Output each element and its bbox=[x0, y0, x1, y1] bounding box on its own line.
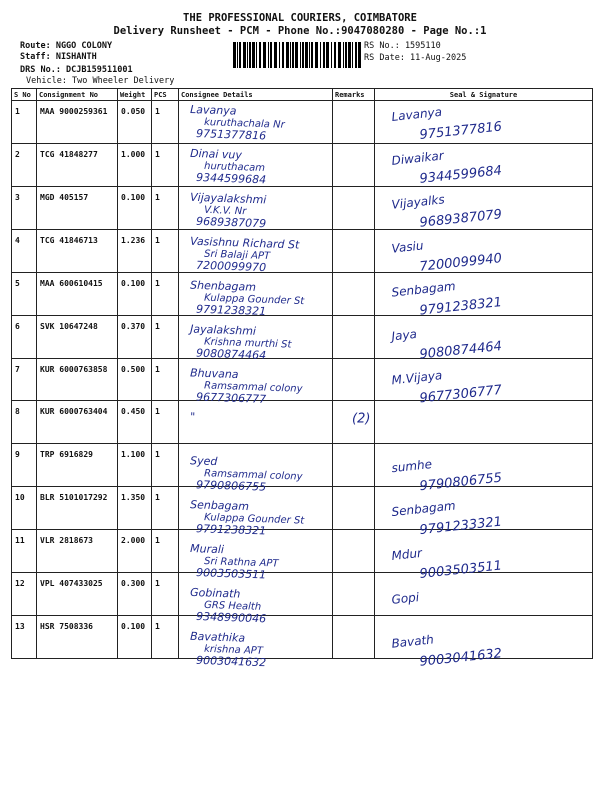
handwritten-signature-phone: 7200099940 bbox=[418, 251, 503, 275]
runsheet-subtitle: Delivery Runsheet - PCM - Phone No.:9047080280 - Page No.:1 bbox=[113, 25, 487, 37]
barcode-bar bbox=[305, 42, 308, 68]
cell-signature bbox=[375, 401, 593, 444]
cell-remarks bbox=[333, 229, 375, 272]
cell-remarks bbox=[333, 573, 375, 616]
handwritten-consignee-phone: 9003041632 bbox=[195, 653, 267, 670]
handwritten-consignee-phone: 9677306777 bbox=[195, 390, 267, 406]
handwritten-consignee-address: Krishna murthi St bbox=[203, 336, 292, 351]
handwritten-consignee-address: GRS Health bbox=[203, 599, 262, 613]
cell-consignment-no: HSR 7508336 bbox=[37, 616, 118, 659]
cell-consignment-no: MGD 405157 bbox=[37, 186, 118, 229]
handwritten-signature-phone: 9791233321 bbox=[418, 514, 503, 539]
handwritten-consignee-name: Syed bbox=[189, 454, 218, 469]
barcode-bar bbox=[295, 42, 298, 68]
cell-weight: 0.100 bbox=[118, 272, 152, 315]
handwritten-consignee-name: Lavanya bbox=[189, 103, 237, 118]
handwritten-signature: Vasiu bbox=[390, 238, 425, 256]
cell-sno: 12 bbox=[12, 573, 37, 616]
handwritten-consignee-name: Vasishnu Richard St bbox=[189, 234, 300, 252]
cell-remarks bbox=[333, 186, 375, 229]
cell-consignee-details bbox=[179, 616, 333, 659]
handwritten-signature: Lavanya bbox=[390, 104, 443, 124]
cell-consignee-details bbox=[179, 272, 333, 315]
rs-date: RS Date: 11-Aug-2025 bbox=[364, 53, 467, 63]
cell-weight: 0.100 bbox=[118, 616, 152, 659]
handwritten-signature: sumhe bbox=[390, 457, 433, 476]
cell-signature bbox=[375, 101, 593, 144]
col-weight-header: Weight bbox=[118, 89, 152, 101]
barcode-bar bbox=[274, 42, 277, 68]
cell-signature bbox=[375, 315, 593, 358]
barcode-bar bbox=[279, 42, 280, 68]
cell-weight: 1.100 bbox=[118, 444, 152, 487]
handwritten-consignee-address: krishna APT bbox=[203, 643, 264, 657]
barcode-bar bbox=[233, 42, 236, 68]
cell-consignee-details bbox=[179, 358, 333, 401]
cell-consignment-no: MAA 600610415 bbox=[37, 272, 118, 315]
handwritten-signature: Senbagam bbox=[390, 278, 457, 300]
cell-consignee-details bbox=[179, 444, 333, 487]
cell-signature bbox=[375, 186, 593, 229]
cell-sno: 11 bbox=[12, 530, 37, 573]
handwritten-consignee-phone: 9751377816 bbox=[195, 127, 267, 143]
handwritten-consignee-name: " bbox=[189, 410, 196, 424]
barcode-bar bbox=[268, 42, 269, 68]
company-title: THE PROFESSIONAL COURIERS, COIMBATORE bbox=[183, 12, 417, 24]
handwritten-signature: Mdur bbox=[390, 545, 423, 563]
cell-pcs: 1 bbox=[152, 616, 179, 659]
table-header-row bbox=[12, 89, 593, 101]
cell-consignment-no: TCG 41846713 bbox=[37, 229, 118, 272]
cell-sno: 1 bbox=[12, 101, 37, 144]
cell-consignment-no: KUR 6000763858 bbox=[37, 358, 118, 401]
barcode-bar bbox=[300, 42, 301, 68]
handwritten-signature: Vijayalks bbox=[390, 192, 446, 212]
handwritten-signature: Senbagam bbox=[390, 498, 457, 520]
barcode bbox=[233, 42, 361, 68]
handwritten-consignee-name: Bavathika bbox=[189, 629, 246, 645]
runsheet-table bbox=[11, 88, 593, 659]
cell-weight: 0.300 bbox=[118, 573, 152, 616]
cell-pcs: 1 bbox=[152, 101, 179, 144]
cell-signature bbox=[375, 229, 593, 272]
handwritten-consignee-address: V.K.V. Nr bbox=[203, 204, 247, 218]
cell-weight: 0.370 bbox=[118, 315, 152, 358]
handwritten-consignee-phone: 9791238321 bbox=[195, 302, 267, 319]
handwritten-consignee-name: Jayalakshmi bbox=[189, 322, 257, 338]
cell-pcs: 1 bbox=[152, 444, 179, 487]
cell-consignment-no: KUR 6000763404 bbox=[37, 401, 118, 444]
handwritten-consignee-phone: 7200099970 bbox=[195, 258, 267, 275]
cell-remarks bbox=[333, 444, 375, 487]
handwritten-consignee-phone: 9344599684 bbox=[195, 170, 267, 187]
cell-consignee-details bbox=[179, 573, 333, 616]
table-row bbox=[12, 229, 593, 272]
barcode-bar bbox=[292, 42, 294, 68]
barcode-bar bbox=[270, 42, 272, 68]
barcode-bar bbox=[252, 42, 255, 68]
handwritten-consignee-phone: 9689387079 bbox=[195, 214, 267, 231]
handwritten-signature-phone: 9677306777 bbox=[418, 382, 503, 407]
barcode-bar bbox=[338, 42, 341, 68]
barcode-bar bbox=[237, 42, 238, 68]
cell-remarks bbox=[333, 401, 375, 444]
handwritten-signature-phone: 9003041632 bbox=[418, 646, 503, 670]
handwritten-signature-phone: 9791238321 bbox=[418, 295, 503, 319]
cell-consignment-no: VPL 407433025 bbox=[37, 573, 118, 616]
cell-consignment-no: TCG 41848277 bbox=[37, 143, 118, 186]
table-row bbox=[12, 272, 593, 315]
cell-consignee-details bbox=[179, 186, 333, 229]
cell-consignee-details bbox=[179, 487, 333, 530]
barcode-bar bbox=[343, 42, 344, 68]
cell-consignment-no: TRP 6916829 bbox=[37, 444, 118, 487]
handwritten-signature: Jaya bbox=[390, 326, 418, 344]
cell-signature bbox=[375, 143, 593, 186]
handwritten-signature: Gopi bbox=[390, 590, 420, 607]
cell-remarks bbox=[333, 530, 375, 573]
barcode-bar bbox=[259, 42, 261, 68]
cell-pcs: 1 bbox=[152, 186, 179, 229]
handwritten-consignee-address: Ramsammal colony bbox=[203, 380, 303, 395]
barcode-bar bbox=[286, 42, 289, 68]
table-row bbox=[12, 487, 593, 530]
table-row bbox=[12, 444, 593, 487]
handwritten-consignee-name: Gobinath bbox=[189, 585, 241, 601]
cell-sno: 10 bbox=[12, 487, 37, 530]
handwritten-consignee-address: kuruthachala Nr bbox=[203, 117, 285, 131]
barcode-bar bbox=[331, 42, 332, 68]
barcode-bar bbox=[302, 42, 304, 68]
drs-number: DRS No.: DCJB159511001 bbox=[20, 65, 133, 75]
cell-weight: 2.000 bbox=[118, 530, 152, 573]
cell-signature bbox=[375, 358, 593, 401]
handwritten-signature-phone: 9689387079 bbox=[418, 207, 503, 231]
handwritten-consignee-name: Dinai vuy bbox=[189, 146, 243, 162]
table-row bbox=[12, 616, 593, 659]
cell-weight: 0.450 bbox=[118, 401, 152, 444]
barcode-bar bbox=[320, 42, 321, 68]
barcode-bar bbox=[243, 42, 246, 68]
table-row bbox=[12, 530, 593, 573]
barcode-bar bbox=[282, 42, 284, 68]
handwritten-consignee-name: Murali bbox=[189, 542, 225, 557]
barcode-bar bbox=[334, 42, 336, 68]
cell-consignment-no: MAA 9000259361 bbox=[37, 101, 118, 144]
barcode-bar bbox=[247, 42, 248, 68]
cell-signature bbox=[375, 573, 593, 616]
barcode-bar bbox=[311, 42, 313, 68]
cell-remarks bbox=[333, 315, 375, 358]
rs-number: RS No.: 1595110 bbox=[364, 41, 441, 51]
handwritten-signature-phone: 9003503511 bbox=[418, 558, 503, 582]
barcode-bar bbox=[249, 42, 251, 68]
handwritten-consignee-address: huruthacam bbox=[203, 160, 266, 175]
col-sno-header: S No bbox=[12, 89, 37, 101]
cell-remarks bbox=[333, 616, 375, 659]
barcode-bar bbox=[352, 42, 353, 68]
handwritten-signature-phone: 9344599684 bbox=[418, 163, 503, 187]
cell-pcs: 1 bbox=[152, 358, 179, 401]
cell-consignee-details bbox=[179, 315, 333, 358]
barcode-bar bbox=[239, 42, 241, 68]
staff-label: Staff: NISHANTH bbox=[20, 52, 97, 62]
table-row bbox=[12, 143, 593, 186]
cell-consignee-details bbox=[179, 401, 333, 444]
cell-remarks bbox=[333, 272, 375, 315]
cell-consignee-details bbox=[179, 101, 333, 144]
col-consignment-header: Consignment No bbox=[37, 89, 118, 101]
col-signature-header: Seal & Signature bbox=[375, 89, 593, 101]
cell-sno: 5 bbox=[12, 272, 37, 315]
col-pcs-header: PCS bbox=[152, 89, 179, 101]
cell-signature bbox=[375, 487, 593, 530]
handwritten-signature: Bavath bbox=[390, 632, 435, 651]
cell-pcs: 1 bbox=[152, 143, 179, 186]
barcode-bar bbox=[323, 42, 325, 68]
table-row bbox=[12, 573, 593, 616]
cell-weight: 1.000 bbox=[118, 143, 152, 186]
handwritten-consignee-name: Senbagam bbox=[189, 498, 250, 514]
handwritten-consignee-address: Kulappa Gounder St bbox=[203, 292, 305, 308]
handwritten-consignee-phone: 9790806755 bbox=[195, 478, 267, 494]
handwritten-consignee-name: Shenbagam bbox=[189, 278, 257, 294]
cell-signature bbox=[375, 444, 593, 487]
barcode-bar bbox=[256, 42, 257, 68]
table-row bbox=[12, 315, 593, 358]
col-consignee-header: Consignee Details bbox=[179, 89, 333, 101]
cell-consignment-no: VLR 2818673 bbox=[37, 530, 118, 573]
cell-remarks bbox=[333, 143, 375, 186]
handwritten-consignee-phone: 9791238321 bbox=[195, 522, 267, 538]
barcode-bar bbox=[348, 42, 351, 68]
table-row bbox=[12, 101, 593, 144]
handwritten-consignee-name: Vijayalakshmi bbox=[189, 190, 267, 207]
handwritten-signature: M.Vijaya bbox=[390, 368, 443, 388]
cell-signature bbox=[375, 616, 593, 659]
barcode-bar bbox=[309, 42, 310, 68]
handwritten-signature-phone: 9790806755 bbox=[418, 470, 503, 495]
barcode-bar bbox=[263, 42, 266, 68]
cell-signature bbox=[375, 272, 593, 315]
cell-consignment-no: SVK 10647248 bbox=[37, 315, 118, 358]
handwritten-remark: (2) bbox=[352, 411, 371, 427]
cell-sno: 8 bbox=[12, 401, 37, 444]
cell-weight: 1.350 bbox=[118, 487, 152, 530]
cell-sno: 13 bbox=[12, 616, 37, 659]
cell-pcs: 1 bbox=[152, 229, 179, 272]
cell-remarks bbox=[333, 487, 375, 530]
handwritten-consignee-phone: 9348990046 bbox=[195, 609, 267, 626]
handwritten-signature-phone: 9751377816 bbox=[418, 119, 503, 143]
cell-consignment-no: BLR 5101017292 bbox=[37, 487, 118, 530]
handwritten-consignee-address: Ramsammal colony bbox=[203, 468, 303, 483]
cell-weight: 1.236 bbox=[118, 229, 152, 272]
vehicle-label: Vehicle: Two Wheeler Delivery bbox=[26, 76, 175, 86]
table-row bbox=[12, 401, 593, 444]
route-label: Route: NGGO COLONY bbox=[20, 41, 113, 51]
cell-sno: 7 bbox=[12, 358, 37, 401]
handwritten-consignee-phone: 9003503511 bbox=[195, 566, 267, 582]
cell-pcs: 1 bbox=[152, 487, 179, 530]
handwritten-consignee-name: Bhuvana bbox=[189, 366, 239, 382]
cell-pcs: 1 bbox=[152, 530, 179, 573]
cell-weight: 0.100 bbox=[118, 186, 152, 229]
handwritten-consignee-address: Sri Balaji APT bbox=[203, 248, 271, 263]
handwritten-consignee-address: Sri Rathna APT bbox=[203, 556, 279, 570]
cell-weight: 0.500 bbox=[118, 358, 152, 401]
cell-sno: 9 bbox=[12, 444, 37, 487]
cell-remarks bbox=[333, 358, 375, 401]
cell-sno: 6 bbox=[12, 315, 37, 358]
handwritten-consignee-address: Kulappa Gounder St bbox=[203, 512, 305, 527]
cell-pcs: 1 bbox=[152, 272, 179, 315]
cell-remarks bbox=[333, 101, 375, 144]
cell-signature bbox=[375, 530, 593, 573]
table-row bbox=[12, 186, 593, 229]
table-row bbox=[12, 358, 593, 401]
handwritten-signature: Diwaikar bbox=[390, 148, 445, 168]
cell-pcs: 1 bbox=[152, 315, 179, 358]
cell-weight: 0.050 bbox=[118, 101, 152, 144]
cell-sno: 4 bbox=[12, 229, 37, 272]
cell-consignee-details bbox=[179, 143, 333, 186]
barcode-bar bbox=[290, 42, 291, 68]
cell-sno: 2 bbox=[12, 143, 37, 186]
cell-pcs: 1 bbox=[152, 401, 179, 444]
barcode-bar bbox=[326, 42, 329, 68]
barcode-bar bbox=[355, 42, 357, 68]
cell-consignee-details bbox=[179, 229, 333, 275]
barcode-bar bbox=[315, 42, 318, 68]
cell-sno: 3 bbox=[12, 186, 37, 229]
barcode-bar bbox=[345, 42, 347, 68]
cell-consignee-details bbox=[179, 530, 333, 573]
barcode-bar bbox=[358, 42, 361, 68]
handwritten-consignee-phone: 9080874464 bbox=[195, 346, 267, 362]
handwritten-signature-phone: 9080874464 bbox=[418, 338, 503, 363]
cell-pcs: 1 bbox=[152, 573, 179, 616]
col-remarks-header: Remarks bbox=[333, 89, 375, 101]
